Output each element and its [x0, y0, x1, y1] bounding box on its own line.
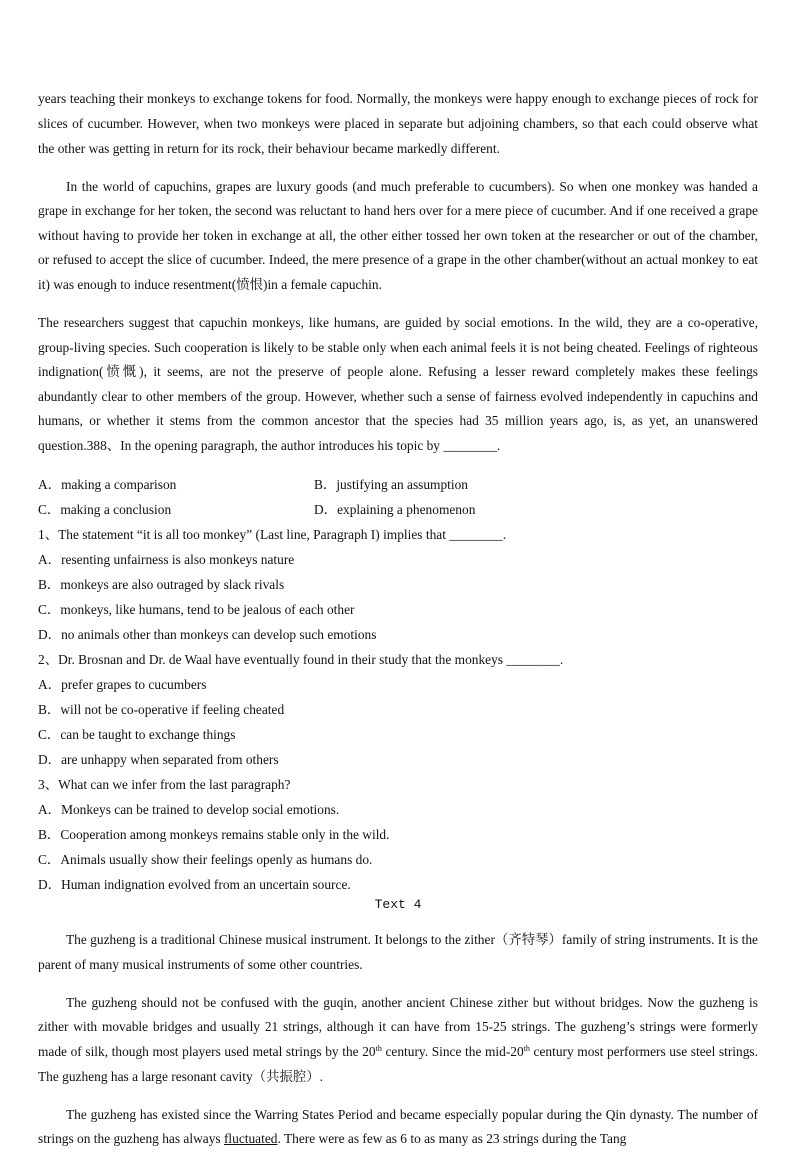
text4-para3-part-b: . There were as few as 6 to as many as 23 strings during the Tang	[277, 1131, 627, 1147]
options-row	[38, 472, 758, 497]
option-c[interactable]	[38, 597, 758, 622]
passage-paragraph	[38, 991, 758, 1089]
option-letter: A．	[38, 676, 62, 692]
passage-paragraph	[38, 311, 758, 459]
text4-para3	[38, 1103, 758, 1152]
question-388-options	[38, 472, 758, 522]
option-letter: B．	[38, 576, 61, 592]
option-b[interactable]	[38, 822, 758, 847]
superscript-th: th	[375, 1044, 382, 1054]
text4-para2	[38, 991, 758, 1089]
option-letter: A．	[38, 801, 62, 817]
option-c[interactable]	[38, 847, 758, 872]
text4-para1: The guzheng is a traditional Chinese musical instrument. It belongs to the zither（齐特琴）family of string instruments. It is the parent of many musical instruments of some other countries.	[38, 932, 758, 972]
option-a[interactable]	[38, 672, 758, 697]
passage-paragraph	[38, 1103, 758, 1152]
passage-paragraph	[38, 928, 758, 977]
option-letter: C．	[38, 851, 61, 867]
option-text: can be taught to exchange things	[60, 726, 236, 742]
text4-para2-part-a: The guzheng should not be confused with the guqin, another ancient Chinese zither but without bridges. Now the guzheng is zither with movable bridges and usually 21 strings, although it can have from 15-25 strings. The guzheng’s strings were formerly made of silk, though most players used metal strings by the 20	[38, 994, 758, 1060]
option-letter: B．	[314, 476, 337, 492]
option-text: Human indignation evolved from an uncertain source.	[61, 876, 351, 892]
option-a[interactable]	[38, 547, 758, 572]
option-text: justifying an assumption	[336, 476, 468, 492]
option-text: explaining a phenomenon	[337, 501, 476, 517]
option-d[interactable]	[38, 872, 758, 897]
question-stem: 1、The statement “it is all too monkey” (Last line, Paragraph I) implies that ________.	[38, 526, 507, 542]
option-d[interactable]	[38, 622, 758, 647]
option-letter: D．	[38, 626, 62, 642]
passage-text3-para1: years teaching their monkeys to exchange tokens for food. Normally, the monkeys were happy enough to exchange pieces of rock for slices of cucumber. However, when two monkeys were placed in separate but adjoining chambers, so that each could observe what the other was getting in return for its rock, their behaviour became markedly different.	[38, 91, 758, 156]
question-1	[38, 522, 758, 647]
option-d[interactable]	[314, 497, 475, 522]
underlined-word: fluctuated	[223, 1131, 278, 1147]
option-text: resenting unfairness is also monkeys nature	[61, 551, 295, 567]
document-page	[38, 74, 758, 1165]
passage-paragraph	[38, 87, 758, 161]
question-3	[38, 772, 758, 897]
option-b[interactable]	[314, 472, 468, 497]
option-c[interactable]	[38, 722, 758, 747]
option-letter: A．	[38, 551, 62, 567]
option-letter: C．	[38, 601, 61, 617]
option-letter: C．	[38, 501, 61, 517]
passage-text3-para3: The researchers suggest that capuchin monkeys, like humans, are guided by social emotions. In the wild, they are a co-operative, group-living species. Such cooperation is likely to be stable only when each animal feels it is not being cheated. Feelings of righteous indignation(愤慨), it seems, are not the preserve of people alone. Refusing a lesser reward completely makes these feelings abundantly clear to other members of the group. However, whether such a sense of fairness evolved independently in capuchins and humans, or whether it stems from the common ancestor that the species had 35 million years ago, is, as yet, an unanswered question.388、In the opening paragraph, the author introduces his topic by ________.	[38, 314, 758, 453]
option-a[interactable]	[38, 797, 758, 822]
option-text: prefer grapes to cucumbers	[61, 676, 207, 692]
text4-para2-part-b: century. Since the mid-20	[381, 1044, 524, 1060]
text4-para3-part-a: The guzheng has existed since the Warring States Period and became especially popular during the Qin dynasty. The number of strings on the guzheng has always	[38, 1106, 758, 1147]
option-letter: B．	[38, 701, 61, 717]
option-text: will not be co-operative if feeling cheated	[60, 701, 285, 717]
passage-text3-para2: In the world of capuchins, grapes are luxury goods (and much preferable to cucumbers). So when one monkey was handed a grape in exchange for her token, the second was reluctant to hand hers over for a mere piece of cucumber. And if one received a grape without having to provide her token in exchange at all, the other either tossed her own token at the researcher or out of the chamber, or refused to accept the slice of cucumber. Indeed, the mere presence of a grape in the other chamber(without an actual monkey to eat it) was enough to induce resentment(愤恨)in a female capuchin.	[38, 178, 758, 292]
option-b[interactable]	[38, 572, 758, 597]
options-row	[38, 497, 758, 522]
option-text: monkeys, like humans, tend to be jealous of each other	[60, 601, 355, 617]
question-2	[38, 647, 758, 772]
question-stem: 2、Dr. Brosnan and Dr. de Waal have eventually found in their study that the monkeys ________.	[38, 651, 564, 667]
option-letter: B．	[38, 826, 61, 842]
option-a[interactable]	[38, 472, 314, 497]
option-text: Cooperation among monkeys remains stable only in the wild.	[60, 826, 390, 842]
option-text: Monkeys can be trained to develop social emotions.	[61, 801, 340, 817]
option-text: monkeys are also outraged by slack rivals	[60, 576, 285, 592]
option-text: making a conclusion	[60, 501, 172, 517]
option-letter: D．	[38, 751, 62, 767]
superscript-th: th	[523, 1044, 530, 1054]
passage-paragraph	[38, 175, 758, 298]
option-letter: A．	[38, 476, 62, 492]
option-letter: D．	[314, 501, 338, 517]
option-b[interactable]	[38, 697, 758, 722]
option-d[interactable]	[38, 747, 758, 772]
question-stem: 3、What can we infer from the last paragraph?	[38, 776, 291, 792]
option-text: Animals usually show their feelings openly as humans do.	[60, 851, 373, 867]
section-heading-text4: Text 4	[374, 896, 422, 912]
option-letter: C．	[38, 726, 61, 742]
option-text: making a comparison	[61, 476, 177, 492]
text4-para2-part-c: century most performers use steel strings. The guzheng has a large resonant cavity（共振腔）.	[38, 1044, 758, 1084]
option-c[interactable]	[38, 497, 314, 522]
option-letter: D．	[38, 876, 62, 892]
option-text: are unhappy when separated from others	[61, 751, 279, 767]
option-text: no animals other than monkeys can develop such emotions	[61, 626, 377, 642]
